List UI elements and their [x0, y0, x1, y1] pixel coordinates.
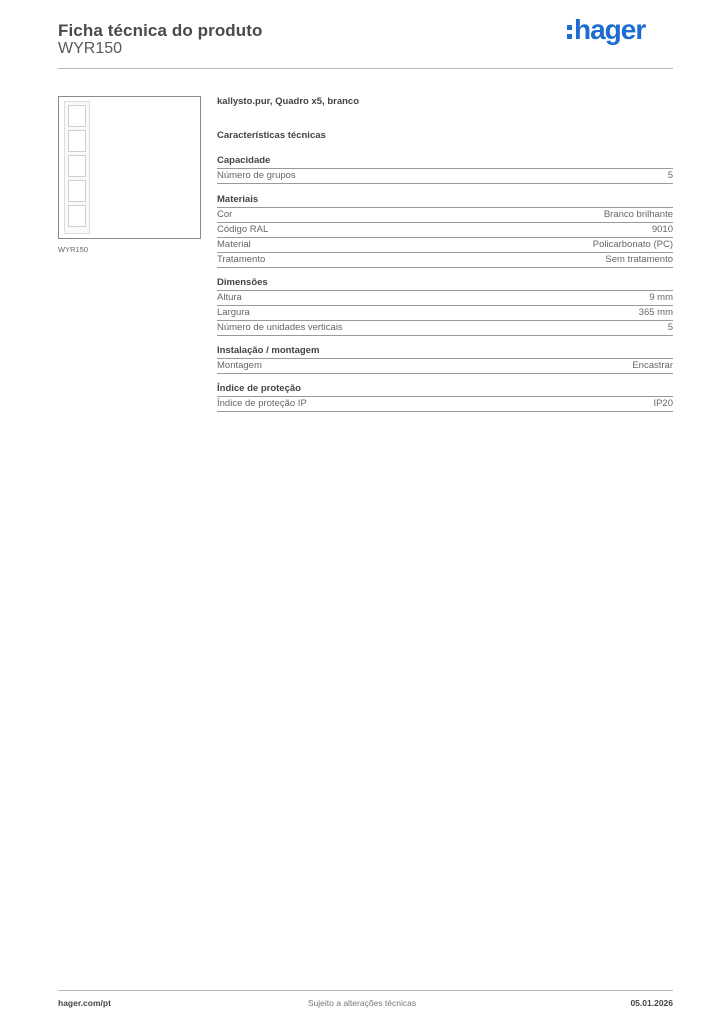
footer-website-link[interactable]: hager.com/pt: [58, 998, 111, 1008]
section-materials: [217, 193, 673, 268]
spec-label: Índice de proteção IP: [217, 398, 307, 409]
spec-row: [217, 397, 673, 412]
page-title: Ficha técnica do produto: [58, 21, 263, 40]
hager-logo: [567, 14, 645, 46]
spec-row: [217, 359, 673, 374]
spec-value: Sem tratamento: [605, 254, 673, 265]
spec-value: 9010: [651, 224, 673, 235]
section-installation: [217, 344, 673, 374]
section-title: Instalação / montagem: [217, 344, 673, 359]
spec-value: 365 mm: [638, 307, 673, 318]
frame-cell: [68, 105, 86, 127]
section-protection: [217, 382, 673, 412]
technical-characteristics-heading: Características técnicas: [217, 130, 326, 141]
footer-note: Sujeito a alterações técnicas: [307, 998, 417, 1008]
spec-value: 5: [667, 170, 673, 181]
spec-label: Código RAL: [217, 224, 269, 235]
section-dimensions: [217, 276, 673, 336]
frame-cell: [68, 130, 86, 152]
spec-label: Montagem: [217, 360, 262, 371]
frame-cell: [68, 205, 86, 227]
spec-row: [217, 238, 673, 253]
section-capacity: [217, 154, 673, 184]
spec-row: [217, 169, 673, 184]
section-title: Dimensões: [217, 276, 673, 291]
spec-label: Número de unidades verticais: [217, 322, 343, 333]
frame-cell: [68, 155, 86, 177]
frame-illustration: [64, 101, 90, 234]
spec-label: Número de grupos: [217, 170, 296, 181]
spec-label: Material: [217, 239, 251, 250]
section-title: Materiais: [217, 193, 673, 208]
spec-row: [217, 291, 673, 306]
spec-label: Tratamento: [217, 254, 266, 265]
spec-label: Altura: [217, 292, 242, 303]
section-title: Capacidade: [217, 154, 673, 169]
spec-row: [217, 321, 673, 336]
spec-label: Cor: [217, 209, 233, 220]
image-caption: WYR150: [58, 245, 89, 254]
spec-value: 5: [667, 322, 673, 333]
product-name: kallysto.pur, Quadro x5, branco: [217, 96, 360, 107]
header-divider: [58, 68, 673, 69]
frame-cell: [68, 180, 86, 202]
spec-row: [217, 253, 673, 268]
spec-label: Largura: [217, 307, 250, 318]
spec-row: [217, 223, 673, 238]
spec-value: Branco brilhante: [603, 209, 673, 220]
section-title: Índice de proteção: [217, 382, 673, 397]
logo-text: hager: [574, 14, 646, 45]
spec-value: Encastrar: [632, 360, 673, 371]
product-code: WYR150: [58, 40, 123, 57]
spec-value: IP20: [653, 398, 673, 409]
spec-value: 9 mm: [649, 292, 673, 303]
spec-row: [217, 306, 673, 321]
footer-date: 05.01.2026: [630, 998, 673, 1008]
product-image: [58, 96, 201, 239]
footer-divider: [58, 990, 673, 991]
spec-row: [217, 208, 673, 223]
logo-dots-icon: [567, 25, 572, 39]
spec-value: Policarbonato (PC): [592, 239, 673, 250]
